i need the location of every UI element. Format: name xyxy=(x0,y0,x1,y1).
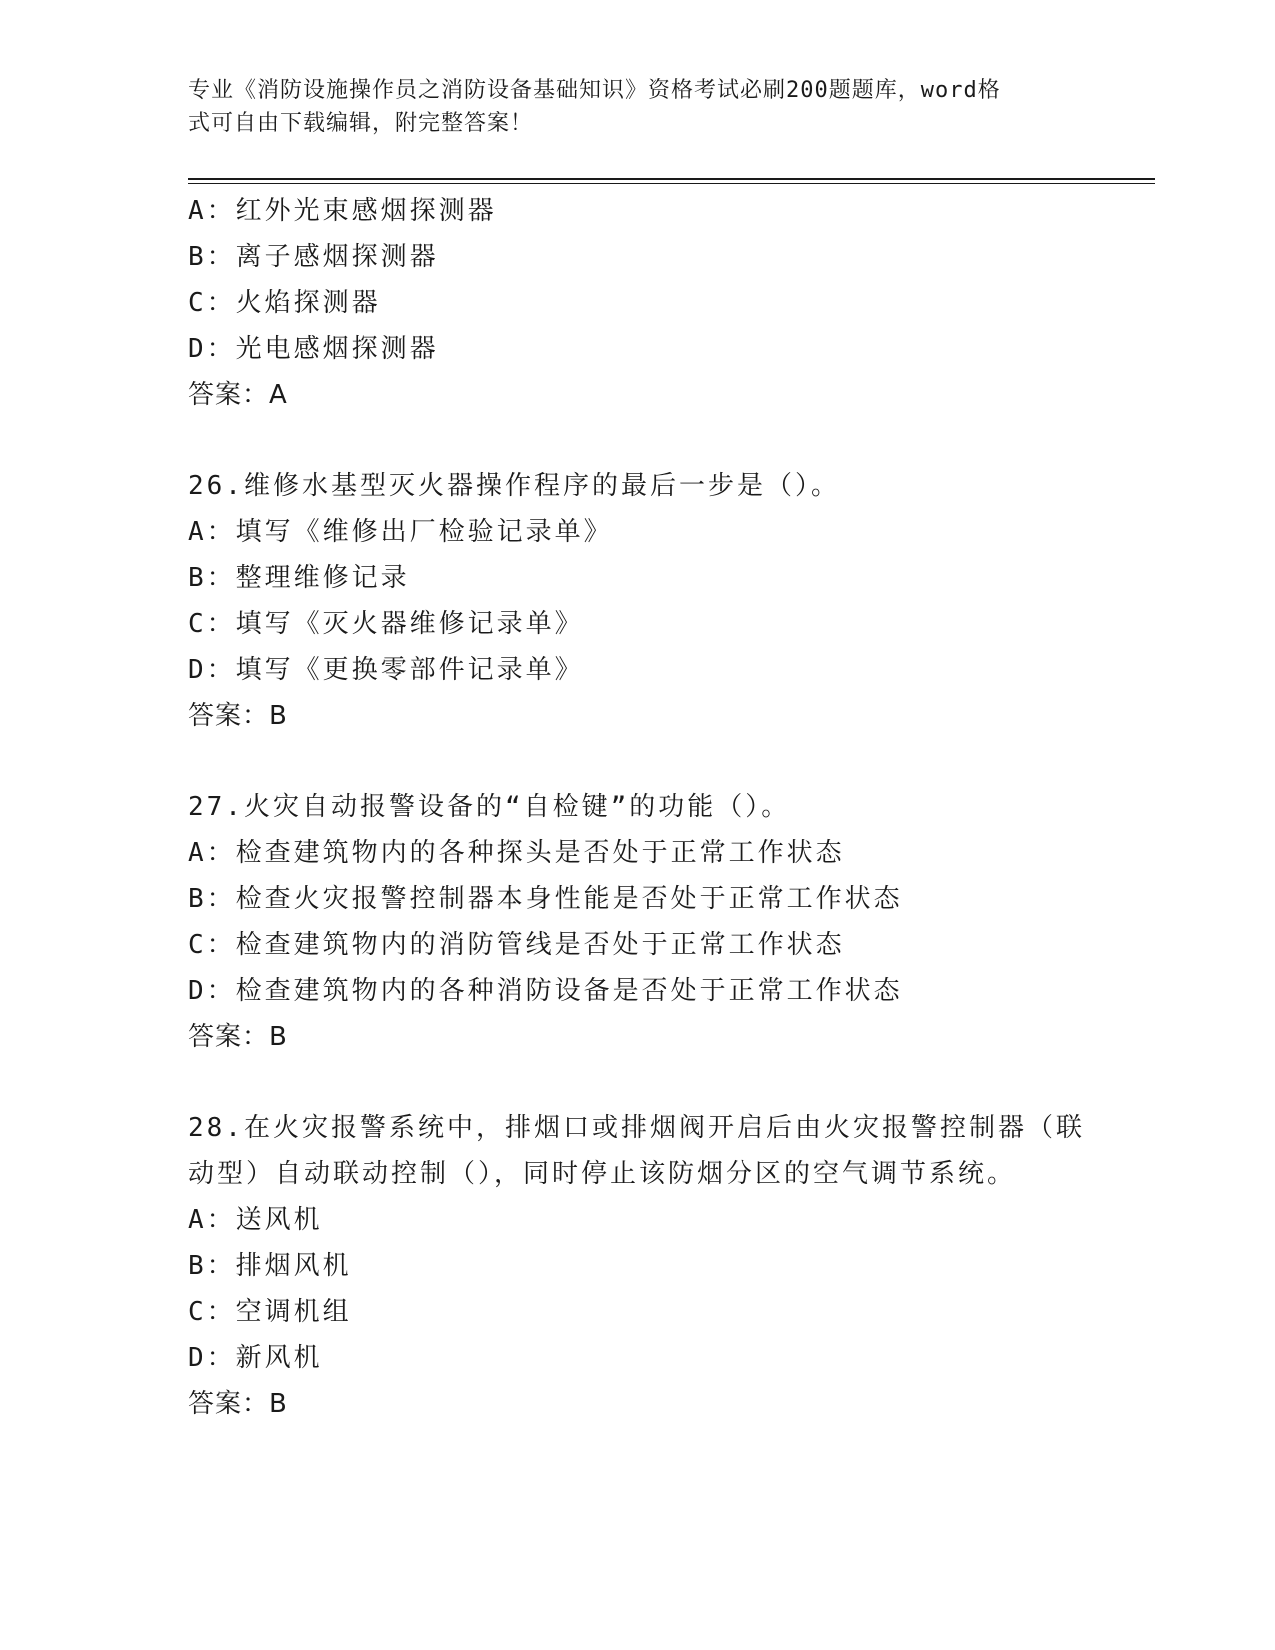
answer-label: 答案：B xyxy=(188,1022,288,1052)
header-line-2: 式可自由下载编辑，附完整答案！ xyxy=(188,111,534,136)
option-b: B：检查火灾报警控制器本身性能是否处于正常工作状态 xyxy=(188,884,903,914)
option-d: D：检查建筑物内的各种消防设备是否处于正常工作状态 xyxy=(188,976,903,1006)
option-c: C：填写《灭火器维修记录单》 xyxy=(188,609,584,639)
question-text: 27.火灾自动报警设备的“自检键”的功能（）。 xyxy=(188,792,791,822)
option-b: B：排烟风机 xyxy=(188,1251,352,1281)
question-block-27 xyxy=(188,784,1088,1060)
answer-label: 答案：A xyxy=(188,380,288,410)
block-spacer xyxy=(188,418,1088,463)
block-spacer xyxy=(188,1060,1088,1105)
option-b: B：整理维修记录 xyxy=(188,563,410,593)
question-block-28 xyxy=(188,1105,1088,1427)
option-c: C：检查建筑物内的消防管线是否处于正常工作状态 xyxy=(188,930,845,960)
option-a: A：检查建筑物内的各种探头是否处于正常工作状态 xyxy=(188,838,845,868)
option-a: A：送风机 xyxy=(188,1205,323,1235)
answer-label: 答案：B xyxy=(188,1389,288,1419)
option-a: A：填写《维修出厂检验记录单》 xyxy=(188,517,613,547)
option-d: D：新风机 xyxy=(188,1343,323,1373)
question-block-25 xyxy=(188,188,1088,418)
question-text-line-1: 28.在火灾报警系统中，排烟口或排烟阀开启后由火灾报警控制器（联 xyxy=(188,1113,1085,1143)
header-divider-thin xyxy=(188,183,1155,184)
question-block-26 xyxy=(188,463,1088,739)
option-c: C：空调机组 xyxy=(188,1297,352,1327)
option-a: A：红外光束感烟探测器 xyxy=(188,196,497,226)
document-header xyxy=(188,74,1088,140)
option-b: B：离子感烟探测器 xyxy=(188,242,439,272)
question-text-line-2: 动型）自动联动控制（），同时停止该防烟分区的空气调节系统。 xyxy=(188,1159,1017,1189)
question-list xyxy=(188,188,1088,1427)
header-line-1: 专业《消防设施操作员之消防设备基础知识》资格考试必刷200题题库，word格 xyxy=(188,78,1001,103)
option-d: D：填写《更换零部件记录单》 xyxy=(188,655,584,685)
header-divider-thick xyxy=(188,178,1155,180)
block-spacer xyxy=(188,739,1088,784)
question-text: 26.维修水基型灭火器操作程序的最后一步是（）。 xyxy=(188,471,840,501)
option-d: D：光电感烟探测器 xyxy=(188,334,439,364)
option-c: C：火焰探测器 xyxy=(188,288,381,318)
answer-label: 答案：B xyxy=(188,701,288,731)
